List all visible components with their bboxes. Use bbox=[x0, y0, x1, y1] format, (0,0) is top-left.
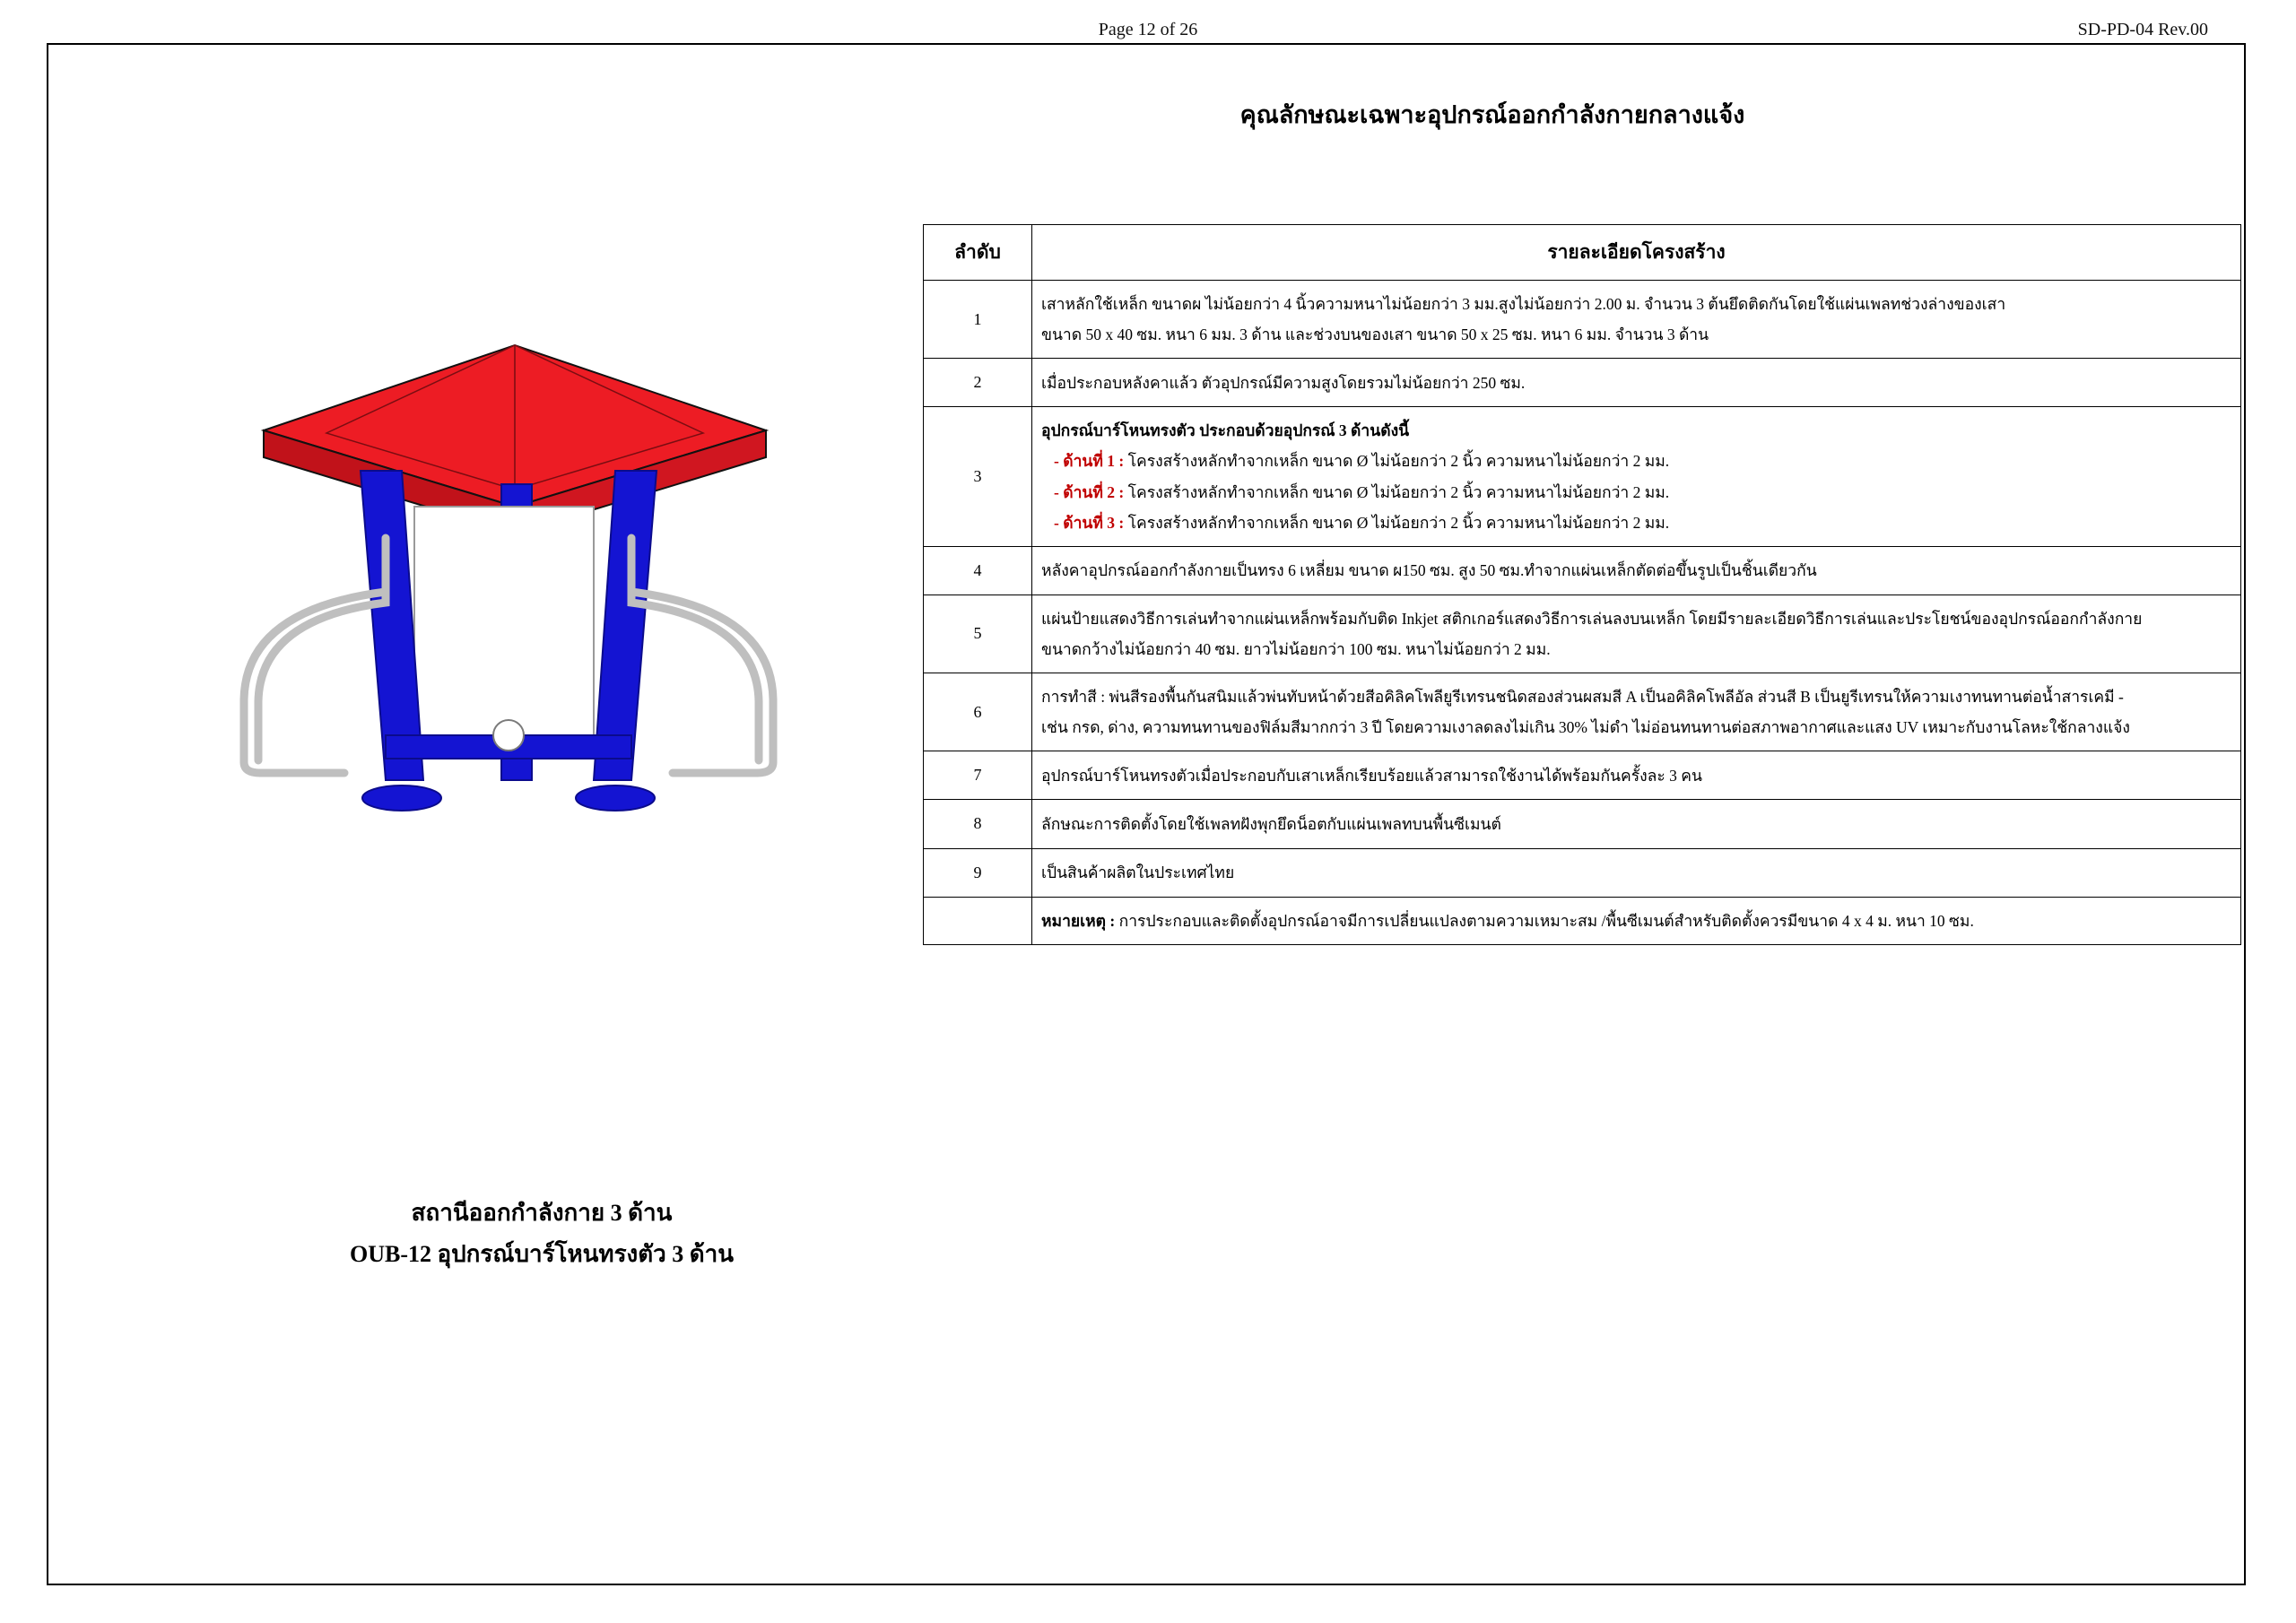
table-row bbox=[924, 800, 2241, 848]
row-number: 5 bbox=[924, 595, 1032, 673]
row-detail bbox=[1032, 897, 2241, 944]
detail-subitem bbox=[1041, 477, 2231, 508]
right-post bbox=[594, 471, 657, 780]
subitem-text: โครงสร้างหลักทำจากเหล็ก ขนาด Ø ไม่น้อยกว่า 2 นิ้ว ความหนาไม่น้อยกว่า 2 มม. bbox=[1127, 452, 1670, 471]
subitem-label: - ด้านที่ 3 : bbox=[1054, 513, 1125, 532]
table-row bbox=[924, 595, 2241, 673]
table-row-note bbox=[924, 897, 2241, 944]
row-detail bbox=[1032, 359, 2241, 407]
note-label: หมายเหตุ : bbox=[1041, 911, 1116, 930]
detail-line: เป็นสินค้าผลิตในประเทศไทย bbox=[1041, 864, 1235, 882]
detail-line: เมื่อประกอบหลังคาแล้ว ตัวอุปกรณ์มีความสูงโดยรวมไม่น้อยกว่า 250 ซม. bbox=[1041, 373, 1526, 392]
note-line bbox=[1041, 906, 2231, 936]
detail-line: เช่น กรด, ด่าง, ความทนทานของฟิล์มสีมากกว่า 3 ปี โดยความเงาลดลงไม่เกิน 30% ไม่ดำ ไม่อ่อนทนทานต่อสภาพอากาศและแสง UV เหมาะกับงานโลหะใช้กลางแจ้ง bbox=[1041, 718, 2130, 737]
row-detail bbox=[1032, 595, 2241, 673]
right-base bbox=[576, 785, 655, 811]
row-detail bbox=[1032, 546, 2241, 595]
row-detail bbox=[1032, 800, 2241, 848]
row-number bbox=[924, 897, 1032, 944]
row-number: 6 bbox=[924, 673, 1032, 751]
row-number: 3 bbox=[924, 407, 1032, 547]
caption-line-1: สถานีออกกำลังกาย 3 ด้าน bbox=[411, 1200, 673, 1226]
table-row bbox=[924, 848, 2241, 897]
table-row bbox=[924, 673, 2241, 751]
row-number: 9 bbox=[924, 848, 1032, 897]
subitem-label: - ด้านที่ 2 : bbox=[1054, 482, 1125, 501]
table-row bbox=[924, 280, 2241, 358]
document-code-label: SD-PD-04 Rev.00 bbox=[2077, 19, 2208, 39]
page-number-label: Page 12 of 26 bbox=[1098, 19, 1198, 39]
subitem-label: - ด้านที่ 1 : bbox=[1054, 452, 1125, 471]
subitem-text: โครงสร้างหลักทำจากเหล็ก ขนาด Ø ไม่น้อยกว่า 2 นิ้ว ความหนาไม่น้อยกว่า 2 มม. bbox=[1127, 513, 1670, 532]
pull-up-station-drawing bbox=[210, 314, 838, 870]
detail-line: ลักษณะการติดตั้งโดยใช้เพลทฝังพุกยึดน็อตกับแผ่นเพลทบนพื้นซีเมนต์ bbox=[1041, 814, 1501, 833]
detail-line: ขนาดกว้างไม่น้อยกว่า 40 ซม. ยาวไม่น้อยกว่า 100 ซม. หนาไม่น้อยกว่า 2 มม. bbox=[1041, 640, 1551, 658]
left-balance-bar bbox=[244, 538, 386, 773]
detail-line: อุปกรณ์บาร์โหนทรงตัวเมื่อประกอบกับเสาเหล็กเรียบร้อยแล้วสามารถใช้งานได้พร้อมกันครั้งละ 3 คน bbox=[1041, 766, 1702, 785]
column-header-no: ลำดับ bbox=[924, 225, 1032, 281]
column-header-detail: รายละเอียดโครงสร้าง bbox=[1032, 225, 2241, 281]
row-number: 7 bbox=[924, 751, 1032, 800]
row-number: 8 bbox=[924, 800, 1032, 848]
product-illustration bbox=[210, 314, 838, 870]
row-detail bbox=[1032, 280, 2241, 358]
document-sheet bbox=[47, 43, 2246, 1585]
row-detail bbox=[1032, 751, 2241, 800]
row-number: 2 bbox=[924, 359, 1032, 407]
right-balance-bar bbox=[631, 538, 773, 773]
detail-line: การทำสี : พ่นสีรองพื้นกันสนิมแล้วพ่นทับหน้าด้วยสีอคิลิคโพลียูรีเทรนชนิดสองส่วนผสมสี A เป็นอคิลิคโพลีอัล ส่วนสี B เป็นยูรีเทรนให้ความเงาทนทานต่อน้ำสารเคมี - bbox=[1041, 688, 2124, 707]
detail-line: ขนาด 50 x 40 ซม. หนา 6 มม. 3 ด้าน และช่วงบนของเสา ขนาด 50 x 25 ซม. หนา 6 มม. จำนวน 3 ด้าน bbox=[1041, 325, 1709, 344]
detail-line: เสาหลักใช้เหล็ก ขนาดผ ไม่น้อยกว่า 4 นิ้วความหนาไม่น้อยกว่า 3 มม.สูงไม่น้อยกว่า 2.00 ม. จำนวน 3 ต้นยึดติดกันโดยใช้แผ่นเพลทช่วงล่างของเสา bbox=[1041, 294, 2006, 313]
specification-table bbox=[923, 224, 2241, 945]
table-row bbox=[924, 407, 2241, 547]
subitem-text: โครงสร้างหลักทำจากเหล็ก ขนาด Ø ไม่น้อยกว่า 2 นิ้ว ความหนาไม่น้อยกว่า 2 มม. bbox=[1127, 482, 1670, 501]
table-row bbox=[924, 546, 2241, 595]
page-title: คุณลักษณะเฉพาะอุปกรณ์ออกกำลังกายกลางแจ้ง bbox=[1239, 101, 1745, 128]
detail-subitem bbox=[1041, 508, 2231, 538]
row-number: 4 bbox=[924, 546, 1032, 595]
detail-line: หลังคาอุปกรณ์ออกกำลังกายเป็นทรง 6 เหลี่ยม ขนาด ผ150 ซม. สูง 50 ซม.ทำจากแผ่นเหล็กตัดต่อขึ้นรูปเป็นชิ้นเดียวกัน bbox=[1041, 561, 1817, 580]
row-detail bbox=[1032, 673, 2241, 751]
caption-line-2: OUB-12 อุปกรณ์บาร์โหนทรงตัว 3 ด้าน bbox=[350, 1240, 734, 1267]
row-number: 1 bbox=[924, 280, 1032, 358]
center-hub bbox=[493, 720, 524, 751]
detail-heading: อุปกรณ์บาร์โหนทรงตัว ประกอบด้วยอุปกรณ์ 3 ด้านดังนี้ bbox=[1041, 421, 1410, 440]
detail-subitem bbox=[1041, 446, 2231, 476]
illustration-caption bbox=[183, 1193, 900, 1274]
left-base bbox=[362, 785, 441, 811]
row-detail bbox=[1032, 848, 2241, 897]
table-row bbox=[924, 359, 2241, 407]
table-row bbox=[924, 751, 2241, 800]
note-text: การประกอบและติดตั้งอุปกรณ์อาจมีการเปลี่ยนแปลงตามความเหมาะสม /พื้นซีเมนต์สำหรับติดตั้งควรมีขนาด 4 x 4 ม. หนา 10 ซม. bbox=[1118, 911, 1974, 930]
row-detail bbox=[1032, 407, 2241, 547]
detail-line: แผ่นป้ายแสดงวิธีการเล่นทำจากแผ่นเหล็กพร้อมกับติด Inkjet สติกเกอร์แสดงวิธีการเล่นลงบนเหล็ก โดยมีรายละเอียดวิธีการเล่นและประโยชน์ของอุปกรณ์ออกกำลังกาย bbox=[1041, 609, 2143, 628]
table-header-row bbox=[924, 225, 2241, 281]
info-panel bbox=[414, 507, 594, 749]
